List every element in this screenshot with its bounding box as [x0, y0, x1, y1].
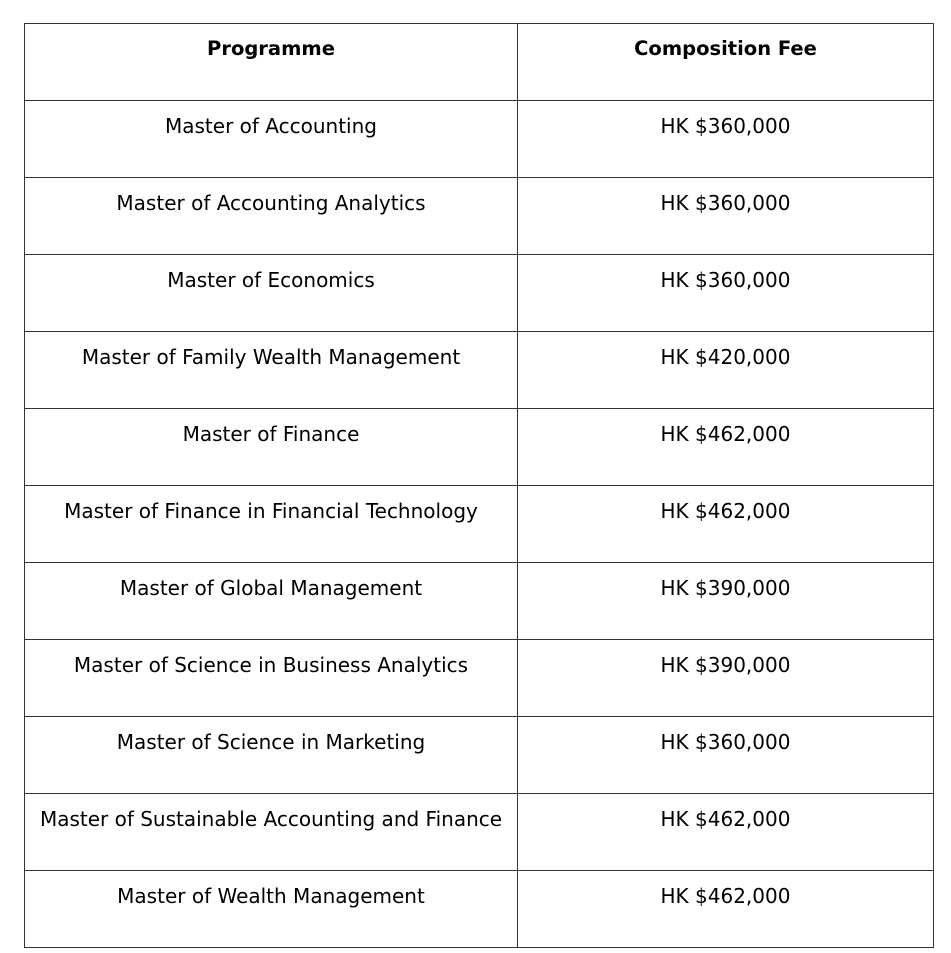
table-row — [25, 717, 934, 794]
fee-cell: HK $360,000 — [518, 101, 934, 178]
programme-cell: Master of Sustainable Accounting and Finance — [25, 794, 518, 871]
programme-cell: Master of Economics — [25, 255, 518, 332]
programme-cell: Master of Global Management — [25, 563, 518, 640]
table-header-row — [25, 24, 934, 101]
programme-cell: Master of Family Wealth Management — [25, 332, 518, 409]
table-row — [25, 255, 934, 332]
programme-fee-table — [24, 23, 934, 948]
table-row — [25, 409, 934, 486]
programme-cell: Master of Finance — [25, 409, 518, 486]
fee-cell: HK $420,000 — [518, 332, 934, 409]
fee-cell: HK $360,000 — [518, 255, 934, 332]
programme-column-header: Programme — [25, 24, 518, 101]
table-row — [25, 871, 934, 948]
fee-cell: HK $462,000 — [518, 486, 934, 563]
fee-cell: HK $462,000 — [518, 871, 934, 948]
table-row — [25, 563, 934, 640]
fee-cell: HK $390,000 — [518, 563, 934, 640]
table-row — [25, 178, 934, 255]
fee-cell: HK $360,000 — [518, 178, 934, 255]
programme-cell: Master of Finance in Financial Technology — [25, 486, 518, 563]
fee-cell: HK $390,000 — [518, 640, 934, 717]
programme-cell: Master of Accounting Analytics — [25, 178, 518, 255]
table-row — [25, 486, 934, 563]
programme-cell: Master of Accounting — [25, 101, 518, 178]
table-row — [25, 332, 934, 409]
programme-cell: Master of Science in Business Analytics — [25, 640, 518, 717]
table-row — [25, 640, 934, 717]
fee-cell: HK $462,000 — [518, 409, 934, 486]
programme-cell: Master of Wealth Management — [25, 871, 518, 948]
table-row — [25, 101, 934, 178]
fee-cell: HK $462,000 — [518, 794, 934, 871]
fee-column-header: Composition Fee — [518, 24, 934, 101]
programme-cell: Master of Science in Marketing — [25, 717, 518, 794]
table-row — [25, 794, 934, 871]
fee-cell: HK $360,000 — [518, 717, 934, 794]
